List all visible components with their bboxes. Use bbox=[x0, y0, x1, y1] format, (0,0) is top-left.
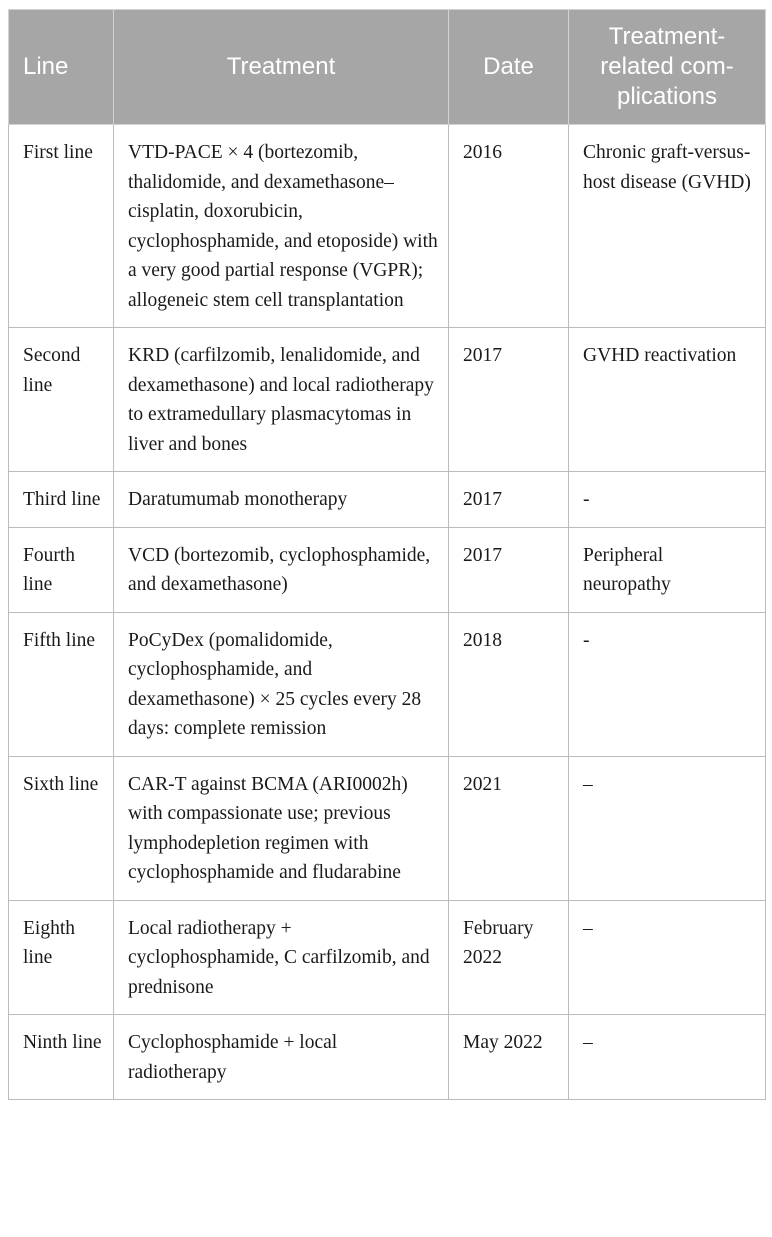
table-row bbox=[9, 612, 766, 756]
cell-treatment: PoCyDex (pomalidomide, cyclophosphamide, and dexamethasone) × 25 cycles every 28 days: complete remission bbox=[114, 612, 449, 756]
table-row bbox=[9, 527, 766, 612]
cell-line: Third line bbox=[9, 472, 114, 528]
cell-line: Second line bbox=[9, 328, 114, 472]
cell-date: 2016 bbox=[449, 125, 569, 328]
table-row bbox=[9, 328, 766, 472]
cell-complications: - bbox=[569, 612, 766, 756]
header-treatment: Treatment bbox=[114, 10, 449, 125]
table-header bbox=[9, 10, 766, 125]
cell-complications: – bbox=[569, 1015, 766, 1100]
cell-line: First line bbox=[9, 125, 114, 328]
cell-treatment: VCD (bortezomib, cyclophosphamide, and dexamethasone) bbox=[114, 527, 449, 612]
cell-line: Sixth line bbox=[9, 756, 114, 900]
table-row bbox=[9, 125, 766, 328]
cell-date: 2018 bbox=[449, 612, 569, 756]
cell-complications: – bbox=[569, 900, 766, 1015]
cell-date: 2017 bbox=[449, 472, 569, 528]
cell-treatment: Daratumumab monotherapy bbox=[114, 472, 449, 528]
cell-treatment: CAR-T against BCMA (ARI0002h) with compassionate use; previous lymphodepletion regimen with cyclophosphamide and fludarabine bbox=[114, 756, 449, 900]
table-row bbox=[9, 472, 766, 528]
cell-treatment: KRD (carfilzomib, lenalidomide, and dexamethasone) and local radiotherapy to extramedullary plasmacytomas in liver and bones bbox=[114, 328, 449, 472]
cell-treatment: Local radiotherapy + cyclophosphamide, C carfilzomib, and prednisone bbox=[114, 900, 449, 1015]
cell-date: 2017 bbox=[449, 328, 569, 472]
cell-line: Eighth line bbox=[9, 900, 114, 1015]
cell-line: Ninth line bbox=[9, 1015, 114, 1100]
cell-complications: Chronic graft-versus-host disease (GVHD) bbox=[569, 125, 766, 328]
cell-complications: Peripheral neuropathy bbox=[569, 527, 766, 612]
table-body bbox=[9, 125, 766, 1100]
cell-complications: – bbox=[569, 756, 766, 900]
treatment-history-table bbox=[8, 9, 766, 1100]
table-row bbox=[9, 900, 766, 1015]
cell-date: May 2022 bbox=[449, 1015, 569, 1100]
cell-line: Fourth line bbox=[9, 527, 114, 612]
cell-complications: - bbox=[569, 472, 766, 528]
cell-date: 2021 bbox=[449, 756, 569, 900]
table-row bbox=[9, 756, 766, 900]
cell-date: February 2022 bbox=[449, 900, 569, 1015]
cell-date: 2017 bbox=[449, 527, 569, 612]
header-line: Line bbox=[9, 10, 114, 125]
table-row bbox=[9, 1015, 766, 1100]
header-complications: Treatment-related com-plications bbox=[569, 10, 766, 125]
cell-treatment: Cyclophosphamide + local radiotherapy bbox=[114, 1015, 449, 1100]
cell-line: Fifth line bbox=[9, 612, 114, 756]
cell-treatment: VTD-PACE × 4 (bortezomib, thalidomide, and dexamethasone–cisplatin, doxorubicin, cyclophosphamide, and etoposide) with a very good partial response (VGPR); allogeneic stem cell transplantation bbox=[114, 125, 449, 328]
header-date: Date bbox=[449, 10, 569, 125]
header-row bbox=[9, 10, 766, 125]
cell-complications: GVHD reactivation bbox=[569, 328, 766, 472]
